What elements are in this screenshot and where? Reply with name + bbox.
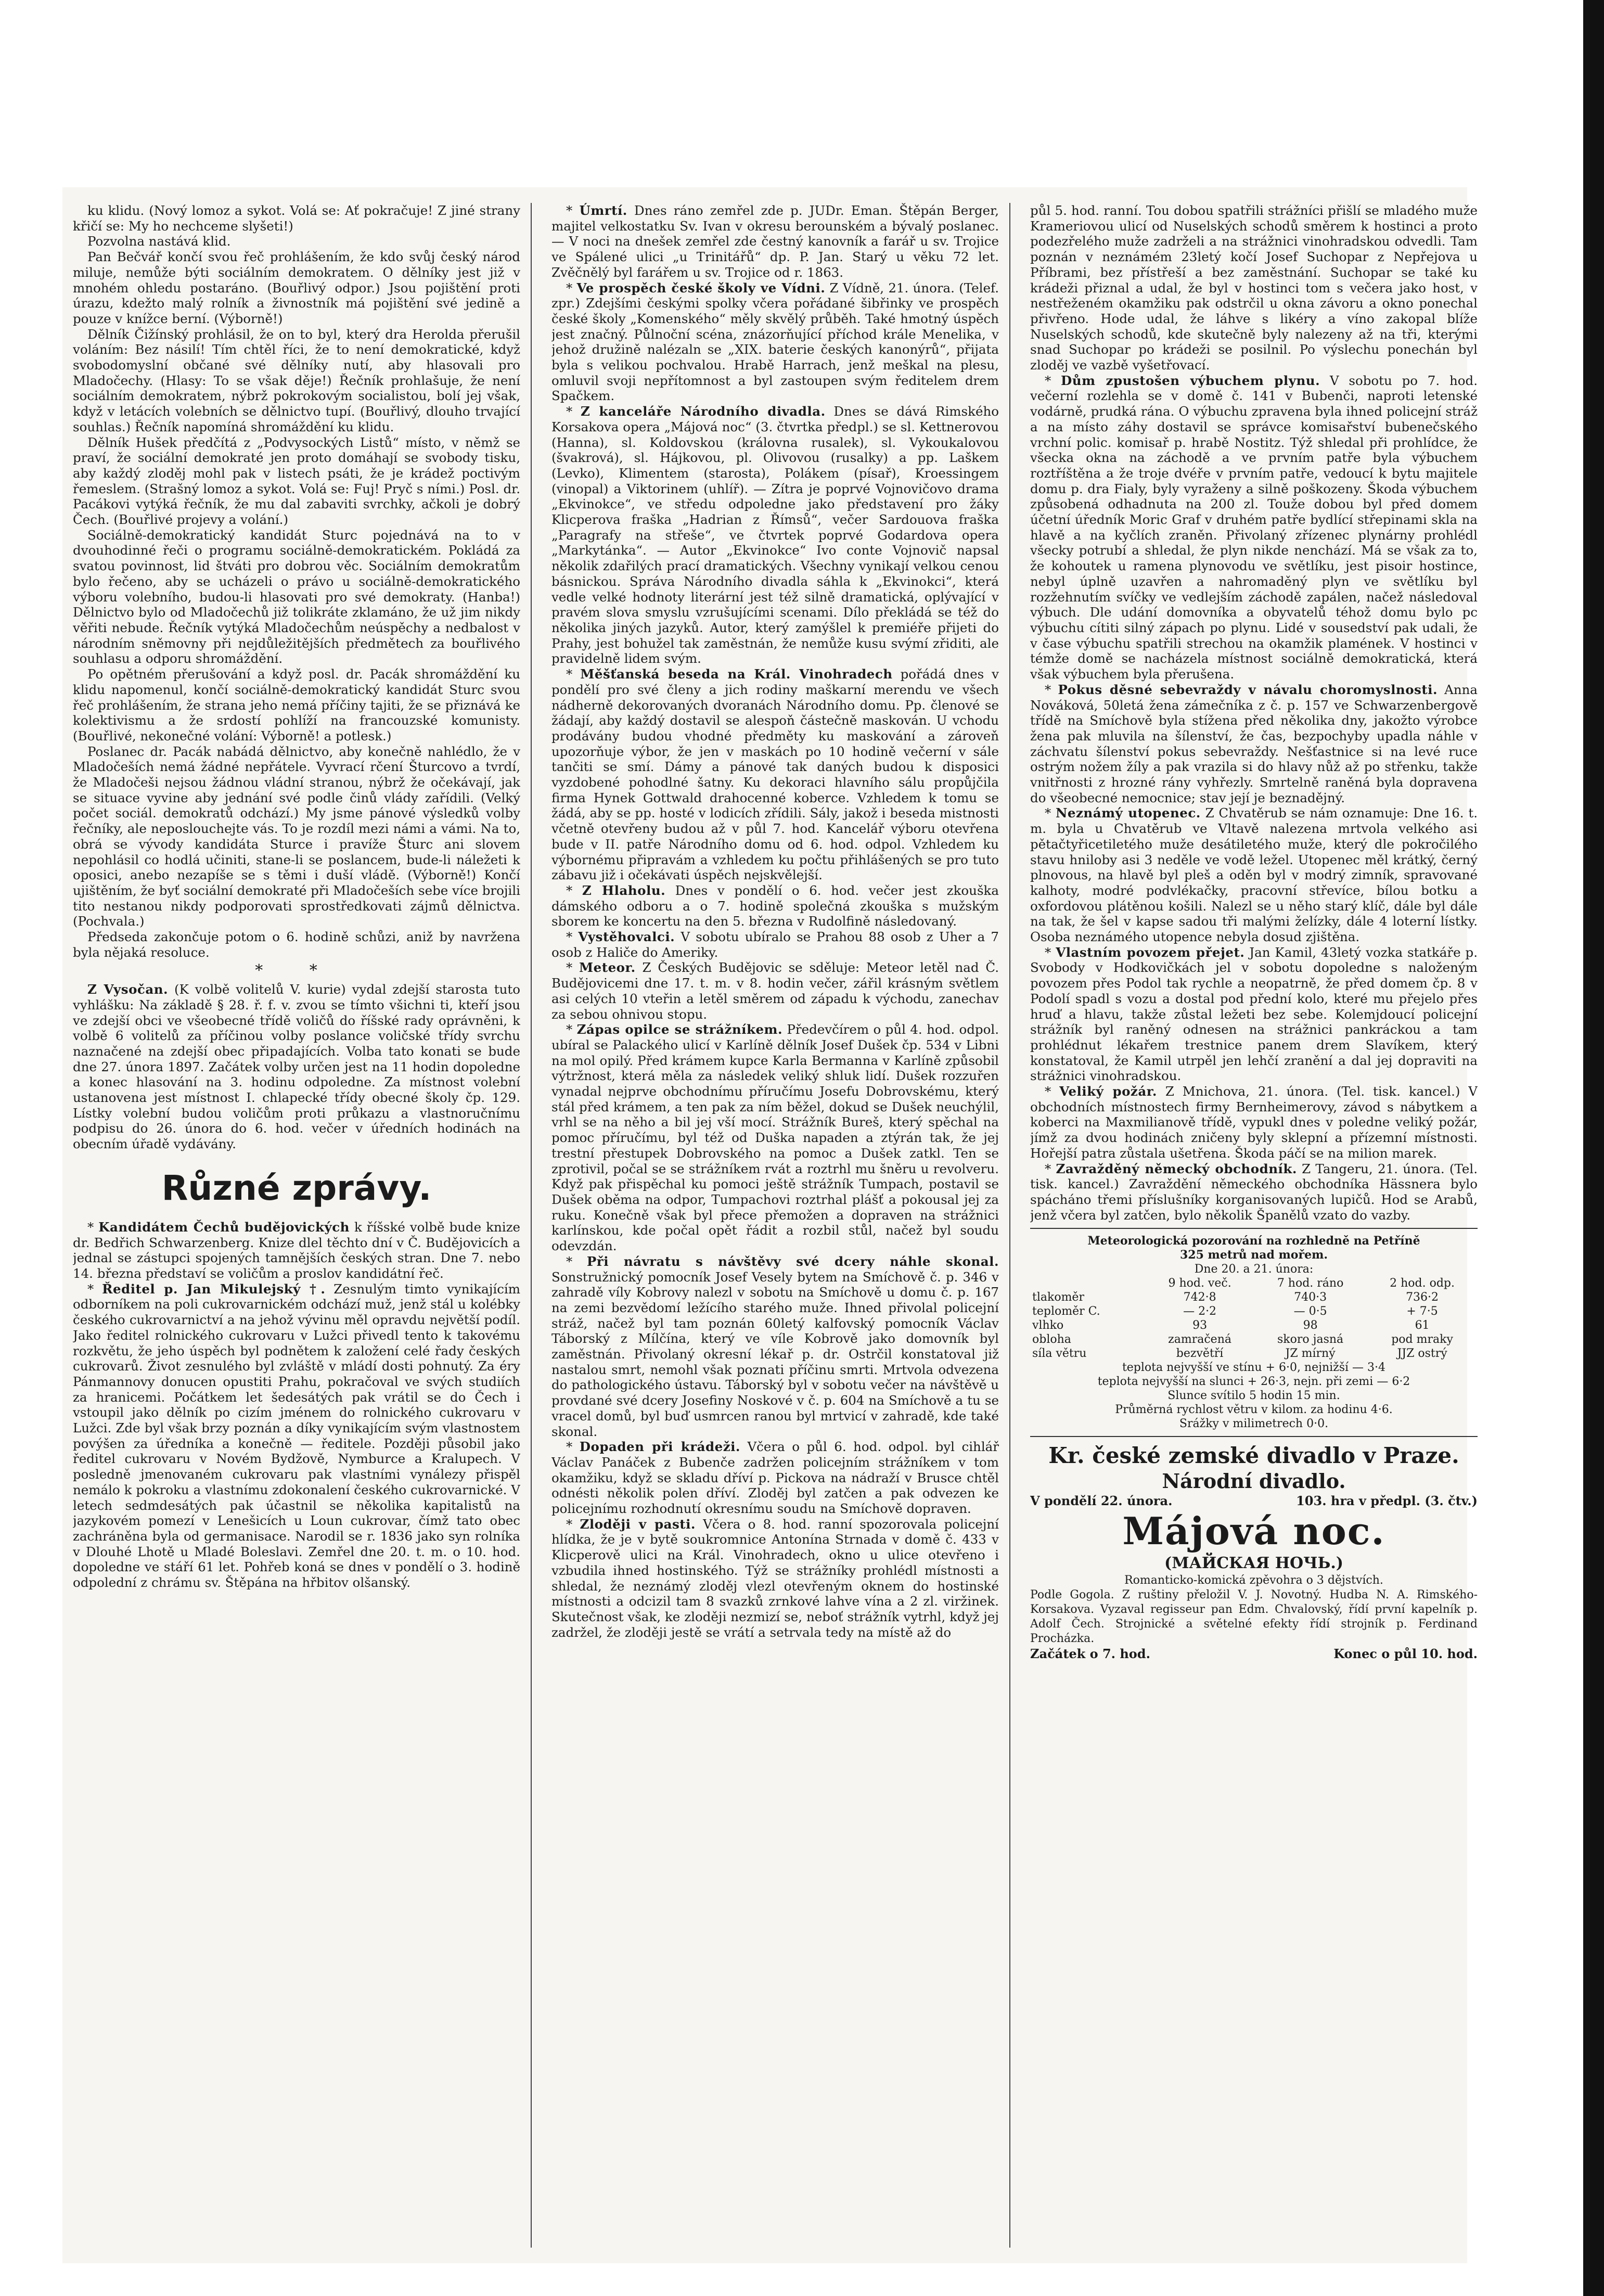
meteo-dates: Dne 20. a 21. února:	[1194, 1263, 1314, 1276]
paragraph: ku klidu. (Nový lomoz a sykot. Volá se: Ať pokračuje! Z jiné strany křičí se: My ho nechceme slyšeti!)	[73, 203, 520, 234]
news-item: * Z Hlaholu. Dnes v pondělí o 6. hod. večer jest zkouška dámského odboru a o 7. hodině společná zkouška s mužským sborem ke koncertu na den 5. března v Rudolfině následovaný.	[551, 882, 999, 929]
news-item: * Zápas opilce se strážníkem. Předevčírem o půl 4. hod. odpol. ubíral se Palackého ulicí v Karlíně dělník Josef Dušek čp. 534 v Libni na mol opilý. Před krámem kupce Karla Bermanna v Karlíně způsobil výtržnost, která měla za následek veliký shluk lidí. Dušek rozzuřen vynadal nejprve obchodnímu příručímu Josefu Dobrovskému, který stál před krámem, a ten pak za ním běžel, dokud se Dušek neuchýlil, vrhl se na něho a bil jej vší mocí. Strážník Bureš, který spěchal na pomoc příručímu, byl též od Duška napaden a ztýrán tak, že jej trestní přestupek Dobrovského na pomoc a Dušek zatkl. Ten se zprotivil, počal se se strážníkem rvát a roztrhl mu šněru u revolveru. Když pak přispěchal ku pomoci ještě strážník Tumpach, postavil se Dušek oběma na odpor, Tumpachovi roztrhal plášť a pokousal jej za ruku. Konečně však byl přece přemožen a dopraven na strážnici karlínskou, kde počal opět řádit a rozbil stůl, načež byl soudu odevzdán.	[551, 1022, 999, 1254]
news-item-text: Anna Nováková, 50letá žena zámečníka z č. p. 157 ve Schwarzenbergově třídě na Smíchově byla stížena před několika dny, jakožto výrobce žena pak mluvila na šílenství, že čas, bezpochyby upadla náhle v záchvatu šílenství pokus sebevraždy. Nešťastnice si na levé ruce ostrým nožem žíly a pak vrazila si do hlavy nůž až po střenku, takže vnitřnosti z hrozné rány vyhřezly. Smrtelně raněná byla dopravena do všeobecné nemocnice; stav její je beznadějný.	[1030, 682, 1478, 805]
meteo-note: Srážky v milimetrech 0·0.	[1179, 1417, 1329, 1431]
play-title: Májová noc.	[1122, 1509, 1385, 1554]
news-item-heading: Vystěhovalci.	[578, 929, 675, 945]
news-item-text: Zesnulým timto vynikajícím odborníkem na poli cukrovarnickém odchází muž, jenž stál u kolébky českého cukrovarnictví a na jehož vývinu měl opravdu největší podíl. Jako ředitel rolnického cukrovaru v Lužci přivedl tento k takovému rozkvětu, že jeho úspěch byl podnětem k založení celé řady českých cukrovarů. Život zesnulého byl zvláště v mládí dosti pohnutý. Za éry Pánmannovy donucen opustiti Prahu, pokračoval ve svých studiích za hranicemi. Počátkem let šedesátých pak vrátil se do Čech i vstoupil jako dělník po cizím jménem do rolnického cukrovaru v Lužci. Zde byl však brzy poznán a díky vynikajícím svým vlastnostem povýšen za úředníka a konečně — ředitele. Později působil jako ředitel cukrovaru v Novém Bydžově, Nymburce a Kralupech. V posledně jmenovaném cukrovaru pak vlastními vynálezy přispěl nemálo k pokroku a vlastnímu zdokonalení českého cukrovarnické. V letech sedmdesátých pak účastnil se několika kapitalistů na jazykovém pomezí v Lenešicích u Loun cukrovar, čímž tato obec zachráněna byla od germanisace. Narodil se r. 1836 jako syn rolníka v Dlouhé Lhotě u Mladé Boleslavi. Zemřel dne 20. t. m. o 10. hod. dopoledne ve stáří 61 let. Pohřeb koná se dnes v pondělí o 3. hodině odpolední z chrámu sv. Štěpána na hřbitov olšanský.	[73, 1281, 520, 1590]
meteo-value: 98	[1303, 1319, 1318, 1332]
news-item: * Při návratu s návštěvy své dcery náhle skonal. Sonstružnický pomocník Josef Vesely bytem na Smíchově č. p. 346 v zahradě víly Kobrovy nalezl v sobotu na Smíchově u domu č. p. 167 na zemi bezvědomí ležícího starého muže. Ihned přivolal policejní stráž, načež byl tam poznán 60letý kalfovský pomocník Václav Táborský z Mílčína, který ve víle Kobrově jako domovník byl zaměstnán. Přivolaný okresní lékař p. dr. Ostrčil konstatoval již nastalou smrt, nemohl však poznati příčinu smrti. Mrtvola odvezena do pathologického ústavu. Táborský byl v sobotu večer na návštěvě u provdané své dcery Josefiny Noskové v č. p. 604 na Smíchově a tu se vracel domů, byl buď usmrcen ranou byl mrtvicí v zahradě, kde také skonal.	[551, 1253, 999, 1439]
paragraph: Pan Bečvář končí svou řeč prohlášením, že kdo svůj český národ miluje, nemůže býti sociálním demokratem. O dělníky jest již v mnohém ohledu postaráno. (Bouřlivý odpor.) Jsou pojištění proti úrazu, kdežto malý rolník a živnostník má pojištění své jedině a pouze v knížce berní. (Výborně!)	[73, 249, 520, 326]
theatre-subscription: 103. hra v předpl. (3. čtv.)	[1296, 1493, 1478, 1509]
news-item-text: Včera o půl 6. hod. odpol. byl cihlář Václav Panáček z Bubenče zadržen policejním strážníkem v tom okamžiku, když se skladu dříví p. Pickova na nádraží v Brusce chtěl odnésti několik polen dříví. Zloděj byl zatčen a pak odvezen ke policejnímu rozhodnutí okresnímu soudu na Smíchově dopraven.	[551, 1439, 999, 1517]
news-item-heading: Zloději v pasti.	[580, 1516, 696, 1532]
paragraph: Dělník Čižínský prohlásil, že on to byl, který dra Herolda přerušil voláním: Bez násilí! Tím chtěl říci, že to není demokratické, když svobodomyslní občané své dělníky nutí, aby hlasovali pro Mladočechy. (Hlasy: To se však děje!) Řečník prohlašuje, že není sociálním demokratem, nýbrž pokrokovým socialistou, bolí jej však, když v letácích volebních se dělnictvo tupí. (Bouřlivý, dlouho trvající souhlas.) Řečník napomíná shromáždění ku klidu.	[73, 326, 520, 434]
play-credits: Podle Gogola. Z ruštiny přeložil V. J. Novotný. Hudba N. A. Rimského-Korsakova. Vyzaval regisseur pan Edm. Chvalovský, řídí první kapelník p. Adolf Čech. Strojnické a světelné efekty řídí strojník p. Ferdinand Procházka.	[1030, 1588, 1478, 1646]
news-item: * Vystěhovalci. V sobotu ubíralo se Prahou 88 osob z Uher a 7 osob z Haliče do Ameriky.	[551, 929, 999, 960]
column-left	[73, 203, 520, 2248]
news-item-heading: Při návratu s návštěvy své dcery náhle skonal.	[586, 1253, 999, 1269]
theatre-subname: Národní divadlo.	[1162, 1469, 1346, 1493]
meteo-note: Slunce svítilo 5 hodin 15 min.	[1167, 1389, 1340, 1403]
section-heading: Různé zprávy.	[161, 1168, 432, 1208]
news-item-text: Dnes ráno zemřel zde p. JUDr. Eman. Štěpán Berger, majitel velkostatku Sv. Ivan v okresu berounském a bývalý poslanec. — V noci na dnešek zemřel zde čestný kanovník a farář u sv. Trojice ve Spálené ulici „u Trinitářů“ dp. P. Jan. Starý u věku 72 let. Zvěčnělý byl farářem u sv. Trojice od r. 1863.	[551, 203, 999, 280]
news-item-heading: Dopaden při krádeži.	[579, 1439, 740, 1455]
news-item-heading: Vlastním povozem přejet.	[1056, 944, 1245, 960]
news-item: * Úmrtí. Dnes ráno zemřel zde p. JUDr. Eman. Štěpán Berger, majitel velkostatku Sv. Ivan v okresu berounském a bývalý poslanec. — V noci na dnešek zemřel zde čestný kanovník a farář u sv. Trojice ve Spálené ulici „u Trinitářů“ dp. P. Jan. Starý u věku 72 let. Zvěčnělý byl farářem u sv. Trojice od r. 1863.	[551, 203, 999, 280]
section-stars: * *	[255, 961, 338, 980]
news-item: * Kandidátem Čechů budějovických k říšské volbě bude knize dr. Bedřich Schwarzenberg. Knize dlel těchto dní v Č. Budějovicích a jednal se zástupci spojených tamnějších českých stran. Dne 7. nebo 14. března představí se voličům a proslov kandidátní řeč.	[73, 1219, 520, 1281]
news-item-text: (K volbě volitelů V. kurie) vydal zdejší starosta tuto vyhlášku: Na základě § 28. ř. f. v. zvou se tímto všichni ti, kteří jsou ve zdejší obci ve všeobecné třídě voličů do říšské rady oprávněni, k volbě 6 volitelů za příčinou volby poslance voličské třídy svrchu naznačené na zdejší obec připadajících. Volba tato konati se bude dne 27. února 1897. Začátek volby určen jest na 11 hodin dopoledne a konec hlasování na 3. hodinu odpoledne. Za místnost volební ustanovena jest místnost I. chlapecké třídy obecné školy čp. 129. Lístky volební budou voličům proti průkazu a vlastnoručnímu podpisu do 26. února do 6. hod. večer v úředních hodinách na obecním úřadě vydávány.	[73, 982, 520, 1152]
news-item-heading: Zavražděný německý obchodník.	[1056, 1161, 1297, 1176]
meteo-value: skoro jasná	[1277, 1333, 1344, 1346]
theatre-name: Kr. české zemské divadlo v Praze.	[1048, 1443, 1459, 1469]
news-item-text: půl 5. hod. ranní. Tou dobou spatřili strážníci přišlí se mladého muže Krameriovou ulicí od Nuselských schodů směrem k hostinci a proto podezřelého muže zadrželi a na strážnici vinohradskou odvedli. Tam poznán v neznámém 23letý kočí Josef Suchopar z Nepřejova u Příbrami, bez přístřeší a bez zaměstnání. Suchopar se také ku krádeži přiznal a udal, že byl v hostinci tom s večera jako host, v nestřeženém okamžiku pak odstrčil u okna závoru a okno ponechal přivřeno. Hode udal, že láhve s likéry a víno zakopal blíže Nuselských schodů, kde skutečně byly nalezeny až na tři, kterými snad Suchopar po krádeži se posilnil. Po výslechu ponechán byl zloděj ve vazbě vyšetřovací.	[1030, 203, 1478, 373]
column-middle	[551, 203, 999, 2248]
news-item: * Meteor. Z Českých Budějovic se sděluje: Meteor letěl nad Č. Budějovicemi dne 17. t. m. v 8. hodin večer, zářil krásným světlem asi celých 10 vteřin a letěl směrem od západu k východu, zanechav za sebou ohnivou stopu.	[551, 960, 999, 1022]
meteo-value: + 7·5	[1406, 1305, 1438, 1318]
newspaper-page	[62, 187, 1478, 2263]
news-item: * Dopaden při krádeži. Včera o půl 6. hod. odpol. byl cihlář Václav Panáček z Bubenče zadržen policejním strážníkem v tom okamžiku, když se skladu dříví p. Pickova na nádraží v Brusce chtěl odnésti několik polen dříví. Zloděj byl zatčen a pak odvezen ke policejnímu rozhodnutí okresnímu soudu na Smíchově dopraven.	[551, 1439, 999, 1517]
news-item-text: V sobotu po 7. hod. večerní rozlehla se v domě č. 141 v Bubenči, naproti letenské vodárně, prudká rána. O výbuchu zpravena byla ihned policejní stráž a na místo záhy dostavil se správce komisařství bubenečského vrchní polic. komisař p. hrabě Nostitz. Týž shledal při prohlídce, že všecka okna na záchodě a ve prvním patře byla výbuchem roztříštěna a že troje dvéře v prvním patře, vedoucí k bytu majitele domu p. dra Fialy, byly vyraženy a silně poškozeny. Škoda výbuchem způsobená odhadnuta na 200 zl. Touže dobou byl před domem účetní úředník Moric Graf v druhém patře bydlící střepinami skla na hlavě a na kyčlích zraněn. Přivolaný zřízenec plynárny prohlédl všecky potrubí a shledal, že plyn nikde nenchází. Má se však za to, že kohoutek u ramena plynovodu ve světlíku, jest pisoir hostince, nebyl úplně uzavřen a nahromaděný plyn ve světlíku byl rozžehnutím svíčky ve vedlejším záchodě zapálen, načež následoval výbuch. Dle udání domovníka a obyvatelů téhož domu bylo pc výbuchu cítiti silný zápach po plynu. Lidé v sousedství pak udali, že v čase výbuchu spatřili strechou na okamžik plamének. V hostinci v témže domě se nacházela místnost sociálně demokratická, která však výbuchem byla přerušena.	[1030, 373, 1478, 682]
paragraph: Sociálně-demokratický kandidát Sturc pojednává na to v dvouhodinné řeči o programu sociálně-demokratickém. Pokládá za svatou povinnost, lid štváti pro dobrou věc. Sociálním demokratům bylo řečeno, aby se ucházeli o právo u sociálně-demokratického výboru volebního, budou-li hlasovati pro své demokraty. (Hanba!) Dělnictvo bylo od Mladočechů již tolikráte zklamáno, že už jim nikdy věřiti nebude. Řečník vytýká Mladočechům neúspěchy a nedbalost v národním sněmovny při nejdůležitějších předmětech za bouřlivého souhlasu a odporu shromáždění.	[73, 527, 520, 666]
paragraph: Poslanec dr. Pacák nabádá dělnictvo, aby konečně nahlédlo, že v Mladočeších nemá žádné nepřátele. Vyvrací rčení Šturcovo a tvrdí, že Mladočeši nejsou žádnou vládní stranou, nýbrž že očekávají, jak se situace vyvine aby jednání své podle činů vlády zařídili. (Velký počet sociál. demokratů odchází.) My jsme pánové výsledků volby řečníky, ale neposlouchejte vás. To je rozdíl mezi námi a vámi. Na to, obrá se vývody kandidáta Sturce i pravíže Šturc ani slovem nepohlásil co hodlá učiniti, stane-li se poslancem, bude-li náležeti k oposici, anebo nezapíše se s těmi i duší vládě. (Výborně!) Končí ujištěním, že byť sociální demokraté při Mladočeších sebe více brojili tito nestanou nikdy podporovati sprostředkovati zájmů dělnictva. (Pochvala.)	[73, 743, 520, 929]
meteo-row-label: teploměr C.	[1032, 1305, 1100, 1318]
news-item-text: Z Českých Budějovic se sděluje: Meteor letěl nad Č. Budějovicemi dne 17. t. m. v 8. hodin večer, zářil krásným světlem asi celých 10 vteřin a letěl směrem od západu k východu, zanechav za sebou ohnivou stopu.	[551, 960, 999, 1022]
news-item-heading: Neznámý utopenec.	[1056, 805, 1201, 821]
theatre-date: V pondělí 22. února.	[1030, 1493, 1173, 1509]
paragraph: Pozvolna nastává klid.	[87, 234, 231, 249]
theatre-announcement	[1030, 1442, 1478, 1661]
news-item: * Neznámý utopenec. Z Chvatěrub se nám oznamuje: Dne 16. t. m. byla u Chvatěrub ve Vltavě nalezena mrtvola velkého asi pětačtyřicetiletého muže desátiletého muže, který dle pokročilého stavu hniloby asi 3 neděle ve vodě ležel. Utopenec měl krátký, černý plnovous, na hlavě byl pleš a oděn byl v modrý zimník, spravované kalhoty, modré podvlékačky, pracovní střevíce, bílou botku a oxfordovou plátěnou košili. Nalezl se u něho starý klíč, dále byl dále na tak, že šel v kapse sadou tři malými želízky, dále 4 loterní lístky. Osoba neznámého utopence nebyla dosud zjištěna.	[1030, 805, 1478, 945]
paragraph: Předseda zakončuje potom o 6. hodině schůzi, aniž by navržena byla nějaká resoluce.	[73, 929, 520, 960]
news-item-text: k říšské volbě bude knize dr. Bedřich Schwarzenberg. Knize dlel těchto dní v Č. Budějovicích a jednal se zástupci spojených tamnějších českých stran. Dne 7. nebo 14. března představí se voličům a proslov kandidátní řeč.	[73, 1219, 520, 1281]
column-divider	[531, 203, 532, 2248]
meteo-title: Meteorologická pozorování na rozhledně na Petříně	[1087, 1234, 1420, 1248]
news-item: * Z kanceláře Národního divadla. Dnes se dává Rimského Korsakova opera „Májová noc“ (3. čtvrtka předpl.) se sl. Kettnerovou (Hanna), sl. Koldovskou (královna rusalek), sl. Vykoukalovou (švakrová), sl. Hájkovou, pl. Olivovou (rusalky) a pp. Laškem (Levko), Klimentem (starosta), Polákem (písař), Kroessingem (vinopal) a Viktorinem (uhlíř). — Zítra je poprvé Vojnovičovo drama „Ekvinokce“, ve středu odpoledne jako představení pro žáky Klicperova fraška „Hadrian z Římsů“, večer Sardouova fraška „Paragrafy na střeše“, ve čtvrtek poprvé Godardova opera „Markytánka“. — Autor „Ekvinokce“ Ivo conte Vojnovič napsal několik zdařilých prací dramatických. Všechny vynikají velkou cenou básnickou. Správa Národního divadla sáhla k „Ekvinokci“, která vedle velké hodnoty literární jest též silně dramatická, oplývající v pravém slova smyslu vzrušujícími scenami. Dílo překládá se též do několika jiných jazyků. Autor, který zamýšlel k premiéře přijeti do Prahy, jest bohužel tak zaměstnán, že nemůže kusu svýmí zřiditi, ale pravidelně lidem svým.	[551, 404, 999, 666]
news-item	[1030, 203, 1478, 373]
play-start: Začátek o 7. hod.	[1030, 1646, 1150, 1662]
news-item-text: Z Mnichova, 21. února. (Tel. tisk. kancel.) V obchodních místnostech firmy Bernheimerovy, závod s nábytkem a koberci na Maxmilianově třídě, vypukl dnes v poledne veliký požár, jímž za dvou hodinách zničeny byly sklepní a přízemní místnosti. Hořejší patra zůstala ušetřena. Škoda páčí se na milion marek.	[1030, 1084, 1478, 1161]
meteo-subtitle: 325 metrů nad mořem.	[1179, 1248, 1328, 1262]
meteo-value: 736·2	[1406, 1291, 1439, 1304]
news-item-vysocany	[73, 982, 520, 1152]
news-item-text: Předevčírem o půl 4. hod. odpol. ubíral se Palackého ulicí v Karlíně dělník Josef Dušek čp. 534 v Libni na mol opilý. Před krámem kupce Karla Bermanna v Karlíně způsobil výtržnost, která měla za následek veliký shluk lidí. Dušek rozzuřen vynadal nejprve obchodnímu příručímu Josefu Dobrovskému, který stál před krámem, a ten pak za ním běžel, dokud se Dušek neuchýlil, vrhl se na něho a bil jej vší mocí. Strážník Bureš, který spěchal na pomoc příručímu, byl též od Duška napaden a ztýrán tak, že jej trestní přestupek Dobrovského na pomoc a Dušek zatkl. Ten se zprotivil, počal se se strážníkem rvát a roztrhl mu šněru u revolveru. Když pak přispěchal ku pomoci ještě strážník Tumpach, postavil se Dušek oběma na odpor, Tumpachovi roztrhal plášť a pokousal jej za ruku. Konečně však byl přece přemožen a dopraven na strážnici karlínskou, kde počal opět řádit a rozbil stůl, načež byl soudu odevzdán.	[551, 1022, 999, 1254]
news-item-heading: Z Hlaholu.	[582, 882, 666, 898]
meteo-header-row	[1030, 1276, 1478, 1290]
news-item-text: Dnes v pondělí o 6. hod. večer jest zkouška dámského odboru a o 7. hodině společná zkouška s mužským sborem ke koncertu na den 5. března v Rudolfině následovaný.	[551, 882, 999, 929]
news-item-text: Z Chvatěrub se nám oznamuje: Dne 16. t. m. byla u Chvatěrub ve Vltavě nalezena mrtvola velkého asi pětačtyřicetiletého muže desátiletého muže, který dle pokročilého stavu hniloby asi 3 neděle ve vodě ležel. Utopenec měl krátký, černý plnovous, na hlavě byl pleš a oděn byl v modrý zimník, spravované kalhoty, modré podvlékačky, pracovní střevíce, bílou botku a oxfordovou plátěnou košili. Nalezl se u něho starý klíč, dále byl dále na tak, že šel v kapse sadou tři malými želízky, dále 4 loterní lístky. Osoba neznámého utopence nebyla dosud zjištěna.	[1030, 805, 1478, 945]
news-item: * Vlastním povozem přejet. Jan Kamil, 43letý vozka statkáře p. Svobody v Hodkovičkách jel v sobotu dopoledne s naloženým povozem přes Podol tak rychle a neopatrně, že před domem čp. 8 v Podolí spadl s vozu a dostal pod přední kolo, které mu přejelo přes hruď a hlavu, takže zůstal ležeti bez sebe. Kolemjdoucí policejní strážník byl raněný odnesen na strážnici pankráckou a tam prohlédnut lékařem trestnice panem drem Slavíkem, který konstatoval, že Kamil utrpěl jen lehčí zranění a dal jej dopraviti na strážnici vinohradskou.	[1030, 944, 1478, 1084]
news-item-text: Z Tangeru, 21. února. (Tel. tisk. kancel.) Zavraždění německého obchodníka Hässnera bylo spácháno třemi příslušníky korganisovaných lupičů. Hod se Arabů, jenž včera byl zatčen, bylo několik Španělů vzato do vazby.	[1030, 1161, 1478, 1223]
meteo-value: — 0·5	[1293, 1305, 1327, 1318]
news-item-text: Jan Kamil, 43letý vozka statkáře p. Svobody v Hodkovičkách jel v sobotu dopoledne s naloženým povozem přes Podol tak rychle a neopatrně, že před domem čp. 8 v Podolí spadl s vozu a dostal pod přední kolo, které mu přejelo přes hruď a hlavu, takže zůstal ležeti bez sebe. Kolemjdoucí policejní strážník byl raněný odnesen na strážnici pankráckou a tam prohlédnut lékařem trestnice panem drem Slavíkem, který konstatoval, že Kamil utrpěl jen lehčí zranění a dal jej dopraviti na strážnici vinohradskou.	[1030, 944, 1478, 1084]
meteo-value: JJZ ostrý	[1397, 1347, 1447, 1361]
news-item-heading: Měšťanská beseda na Král. Vinohradech	[580, 666, 893, 682]
scan-edge	[1583, 0, 1604, 2296]
meteorological-report	[1030, 1234, 1478, 1431]
meteo-col-header: 9 hod. več.	[1168, 1277, 1231, 1290]
play-times	[1030, 1646, 1478, 1662]
meteo-value: 742·8	[1183, 1291, 1216, 1304]
news-item-heading: Z kanceláře Národního divadla.	[581, 404, 826, 419]
news-item: * Dům zpustošen výbuchem plynu. V sobotu po 7. hod. večerní rozlehla se v domě č. 141 v Bubenči, naproti letenské vodárně, prudká rána. O výbuchu zpravena byla ihned policejní stráž a na místo záhy dostavil se správce komisařství bubenečského vrchní polic. komisař p. hrabě Nostitz. Týž shledal při prohlídce, že všecka okna na záchodě a ve prvním patře byla výbuchem roztříštěna a že troje dvéře v prvním patře, vedoucí k bytu majitele domu p. dra Fialy, byly vyraženy a silně poškozeny. Škoda výbuchem způsobená odhadnuta na 200 zl. Touže dobou byl před domem účetní úředník Moric Graf v druhém patře bydlící střepinami skla na hlavě a na kyčlích zraněn. Přivolaný zřízenec plynárny prohlédl všecky potrubí a shledal, že plyn nikde nenchází. Má se však za to, že kohoutek u ramena plynovodu ve světlíku, jest pisoir hostince, nebyl úplně uzavřen a nahromaděný plyn ve světlíku byl rozžehnutím svíčky ve vedlejším záchodě zapálen, načež následoval výbuch. Dle udání domovníka a obyvatelů téhož domu bylo pc výbuchu cítiti silný zápach po plynu. Lidé v sousedství pak udali, že v čase výbuchu spatřili strechou na okamžik plamének. V hostinci v témže domě se nacházela místnost sociálně demokratická, která však výbuchem byla přerušena.	[1030, 373, 1478, 682]
news-item-text: Z Vídně, 21. února. (Telef. zpr.) Zdejšími českými spolky včera pořádané šibřinky ve prospěch české školy „Komenského“ měly skvělý průběh. Také hmotný úspěch jest značný. Půlnoční scéna, znázorňující příchod krále Menelika, v jehož družině nalézaln se „XIX. baterie českých kanonýrů“, přijata byla s velikou pochvalou. Hrabě Harrach, jenž meškal na plesu, omluvil svoji nepřítomnost a byl zastoupen svým ředitelem drem Spačkem.	[551, 280, 999, 404]
theatre-date-row	[1030, 1493, 1478, 1509]
meteo-row	[1030, 1304, 1478, 1318]
meteo-value: 61	[1415, 1319, 1430, 1332]
meteo-row-label: vlhko	[1032, 1319, 1064, 1332]
news-item-heading: Veliký požár.	[1059, 1084, 1157, 1099]
news-item: * Ředitel p. Jan Mikulejský †. Zesnulým timto vynikajícím odborníkem na poli cukrovarnickém odchází muž, jenž stál u kolébky českého cukrovarnictví a na jehož vývinu měl opravdu největší podíl. Jako ředitel rolnického cukrovaru v Lužci přivedl tento k takovému rozkvětu, že jeho úspěch byl podnětem k založení celé řady českých cukrovarů. Život zesnulého byl zvláště v mládí dosti pohnutý. Za éry Pánmannovy donucen opustiti Prahu, pokračoval ve svých studiích za hranicemi. Počátkem let šedesátých pak vrátil se do Čech i vstoupil jako dělník po cizím jménem do rolnického cukrovaru v Lužci. Zde byl však brzy poznán a díky vynikajícím svým vlastnostem povýšen za úředníka a konečně — ředitele. Později působil jako ředitel cukrovaru v Novém Bydžově, Nymburce a Kralupech. V posledně jmenovaném cukrovaru pak vlastními vynálezy přispěl nemálo k pokroku a vlastnímu zdokonalení českého cukrovarnické. V letech sedmdesátých pak účastnil se několika kapitalistů na jazykovém pomezí v Lenešicích u Loun cukrovar, čímž tato obec zachráněna byla od germanisace. Narodil se r. 1836 jako syn rolníka v Dlouhé Lhotě u Mladé Boleslavi. Zemřel dne 20. t. m. o 10. hod. dopoledne ve stáří 61 let. Pohřeb koná se dnes v pondělí o 3. hodině odpolední z chrámu sv. Štěpána na hřbitov olšanský.	[73, 1281, 520, 1590]
news-item: * Ve prospěch české školy ve Vídni. Z Vídně, 21. února. (Telef. zpr.) Zdejšími českými spolky včera pořádané šibřinky ve prospěch české školy „Komenského“ měly skvělý průběh. Také hmotný úspěch jest značný. Půlnoční scéna, znázorňující příchod krále Menelika, v jehož družině nalézaln se „XIX. baterie českých kanonýrů“, přijata byla s velikou pochvalou. Hrabě Harrach, jenž meškal na plesu, omluvil svoji nepřítomnost a byl zastoupen svým ředitelem drem Spačkem.	[551, 280, 999, 404]
play-title-russian: (МАЙСКАЯ НОЧЬ.)	[1164, 1554, 1343, 1573]
meteo-value: 740·3	[1294, 1291, 1327, 1304]
news-item-heading: Zápas opilce se strážníkem.	[576, 1022, 783, 1037]
news-item-text: Sonstružnický pomocník Josef Vesely bytem na Smíchově č. p. 346 v zahradě víly Kobrovy nalezl v sobotu na Smíchově u domu č. p. 167 na zemi bezvědomí ležícího starého muže. Ihned přivolal policejní stráž, načež byl tam poznán 60letý kalfovský pomocník Václav Táborský z Mílčína, který ve víle Kobrově jako domovník byl zaměstnán. Přivolaný okresní lékař p. dr. Ostrčil konstatoval již nastalou smrt, nemohl však poznati příčinu smrti. Mrtvola odvezena do pathologického ústavu. Táborský byl v sobotu večer na návštěvě u provdané své dcery Josefiny Noskové v č. p. 604 na Smíchově a tu se vracel domů, byl buď usmrcen ranou byl mrtvicí v zahradě, kde také skonal.	[551, 1269, 999, 1439]
meteo-note: teplota nejvyšší na slunci + 26·3, nejn. při zemi — 6·2	[1097, 1375, 1410, 1389]
meteo-row-label: tlakoměr	[1032, 1291, 1084, 1304]
meteo-value: bezvětří	[1176, 1347, 1224, 1361]
paragraph: Po opětném přerušování a když posl. dr. Pacák shromáždění ku klidu napomenul, končí sociálně-demokratický kandidát Sturc svou řeč prohlášením, že strana jeho nemá příčiny tajiti, že se přiznává ke kolektivismu a že srdostí pohlíží na francouzské komunisty. (Bouřlivé, nekonečné volání: Výborně! a potlesk.)	[73, 666, 520, 743]
meteo-value: — 2·2	[1183, 1305, 1217, 1318]
news-item-heading: Meteor.	[579, 960, 636, 976]
meteo-value: JZ mírný	[1285, 1347, 1336, 1361]
column-divider	[1009, 203, 1010, 2248]
meteo-row	[1030, 1346, 1478, 1361]
meteo-row-label: obloha	[1032, 1333, 1071, 1346]
news-item: * Zavražděný německý obchodník. Z Tangeru, 21. února. (Tel. tisk. kancel.) Zavraždění německého obchodníka Hässnera bylo spácháno třemi příslušníky korganisovaných lupičů. Hod se Arabů, jenž včera byl zatčen, bylo několik Španělů vzato do vazby.	[1030, 1161, 1478, 1223]
meteo-table	[1030, 1276, 1478, 1361]
meteo-row	[1030, 1290, 1478, 1304]
play-genre: Romanticko-komická zpěvohra o 3 dějstvích.	[1124, 1574, 1383, 1587]
news-item-heading: Ve prospěch české školy ve Vídni.	[576, 280, 826, 296]
meteo-note: teplota nejvyšší ve stínu + 6·0, nejnižší — 3·4	[1122, 1361, 1386, 1375]
news-item: * Pokus děsné sebevraždy v návalu choromyslnosti. Anna Nováková, 50letá žena zámečníka z č. p. 157 ve Schwarzenbergově třídě na Smíchově byla stížena před několika dny, jakožto výrobce žena pak mluvila na šílenství, že čas, bezpochyby upadla náhle v záchvatu šílenství pokus sebevraždy. Nešťastnice si na levé ruce ostrým nožem žíly a pak vrazila si do hlavy nůž až po střenku, takže vnitřnosti z hrozné rány vyhřezly. Smrtelně raněná byla dopravena do všeobecné nemocnice; stav její je beznadějný.	[1030, 682, 1478, 805]
meteo-col-header: 7 hod. ráno	[1277, 1277, 1344, 1290]
news-item: * Veliký požár. Z Mnichova, 21. února. (Tel. tisk. kancel.) V obchodních místnostech firmy Bernheimerovy, závod s nábytkem a koberci na Maxmilianově třídě, vypukl dnes v poledne veliký požár, jímž za dvou hodinách zničeny byly sklepní a přízemní místnosti. Hořejší patra zůstala ušetřena. Škoda páčí se na milion marek.	[1030, 1084, 1478, 1161]
meteo-row	[1030, 1332, 1478, 1346]
divider	[1030, 1436, 1478, 1437]
news-item: * Zloději v pasti. Včera o 8. hod. ranní spozorovala policejní hlídka, že je v bytě soukromnice Antonína Strnada v domě č. 433 v Klicperově ulici na Král. Vinohradech, okno u ulice otevřeno i vzbudila ihned hostinského. Týž se strážníky prohlédl místnosti a shledal, že neznámý zloděj vlezl otevřeným oknem do hostinské místnosti a odcizil tam 8 svazků zrnkové lahve vína a 2 zl. viržinek. Skutečnost však, ke zloději nezmizí se, neboť strážník vytrhl, když jej zadržel, že zloději jestě se vrátí a setrvala tedy na místě až do	[551, 1516, 999, 1640]
news-item-heading: Úmrtí.	[579, 203, 627, 218]
meteo-value: 93	[1192, 1319, 1208, 1332]
meteo-row-label: síla větru	[1032, 1347, 1087, 1361]
play-end: Konec o půl 10. hod.	[1333, 1646, 1478, 1662]
news-item-text: Dnes se dává Rimského Korsakova opera „Májová noc“ (3. čtvrtka předpl.) se sl. Kettnerovou (Hanna), sl. Koldovskou (královna rusalek), sl. Vykoukalovou (švakrová), sl. Hájkovou, pl. Olivovou (rusalky) a pp. Laškem (Levko), Klimentem (starosta), Polákem (písař), Kroessingem (vinopal) a Viktorinem (uhlíř). — Zítra je poprvé Vojnovičovo drama „Ekvinokce“, ve středu odpoledne jako představení pro žáky Klicperova fraška „Hadrian z Římsů“, večer Sardouova fraška „Paragrafy na střeše“, ve čtvrtek poprvé Godardova opera „Markytánka“. — Autor „Ekvinokce“ Ivo conte Vojnovič napsal několik zdařilých prací dramatických. Všechny vynikají velkou cenou básnickou. Správa Národního divadla sáhla k „Ekvinokci“, která vedle velké hodnoty literární jest též silně dramatická, oplývající v pravém slova smyslu vzrušujícími scenami. Dílo překládá se též do několika jiných jazyků. Autor, který zamýšlel k premiéře přijeti do Prahy, jest bohužel tak zaměstnán, že nemůže kusu svýmí zřiditi, ale pravidelně lidem svým.	[551, 404, 999, 666]
news-item-heading: Kandidátem Čechů budějovických	[98, 1219, 350, 1235]
meteo-note: Průměrná rychlost větru v kilom. za hodinu 4·6.	[1115, 1403, 1393, 1417]
divider	[1030, 1228, 1478, 1229]
meteo-col-header: 2 hod. odp.	[1390, 1277, 1455, 1290]
news-item-heading: Z Vysočan.	[87, 982, 169, 997]
paragraph: Dělník Hušek předčítá z „Podvysockých Listů“ místo, v němž se praví, že sociální demokraté jen proto domáhají se svobody tisku, aby každý zloděj mohl pak v listech psáti, že je krádež poctivým řemeslem. (Strašný lomoz a sykot. Volá se: Fuj! Pryč s ními.) Posl. dr. Pacákovi vytýká řečník, že mu dal zabaviti svrchky, ačkoli je dobrý Čech. (Bouřlivé projevy a volání.)	[73, 434, 520, 528]
news-item-heading: Pokus děsné sebevraždy v návalu choromyslnosti.	[1058, 682, 1438, 697]
news-item-text: Včera o 8. hod. ranní spozorovala policejní hlídka, že je v bytě soukromnice Antonína Strnada v domě č. 433 v Klicperově ulici na Král. Vinohradech, okno u ulice otevřeno i vzbudila ihned hostinského. Týž se strážníky prohlédl místnosti a shledal, že neznámý zloděj vlezl otevřeným oknem do hostinské místnosti a odcizil tam 8 svazků zrnkové lahve vína a 2 zl. viržinek. Skutečnost však, ke zloději nezmizí se, neboť strážník vytrhl, když jej zadržel, že zloději jestě se vrátí a setrvala tedy na místě až do	[551, 1516, 999, 1640]
news-item-text: V sobotu ubíralo se Prahou 88 osob z Uher a 7 osob z Haliče do Ameriky.	[551, 929, 999, 960]
news-item-text: pořádá dnes v pondělí pro své členy a jich rodiny maškarní merendu ve všech nádherně dekorovaných dvoranách Národního domu. Pp. členové se žádají, aby každý dostavil se alespoň částečně maskován. U vchodu prodávány budou vhodné předměty ku maskování a zároveň upozorňuje výbor, že jen v maskách po 10 hodině večerní v sále tančiti se smí. Dámy a pánové tak daných budou k disposici vyzdobené pohodlné šatny. Ku dekoraci hlavního sálu propůjčila firma Hynek Gottwald drahocenné koberce. Vzhledem k tomu se žádá, aby se pp. hosté v lodicích zřídili. Sály, jakož i beseda mistnosti včetně otevřeny budou až v půl 7. hod. Kancelář výboru otevřena bude v II. patře Národního domu od 6. hod. odpol. Vzhledem ku výbornému připravám a vzhledem ku počtu přihlášených se pro tuto zábavu již i očekávati úspěch nejskvělejší.	[551, 666, 999, 883]
meteo-row	[1030, 1318, 1478, 1332]
news-item-heading: Dům zpustošen výbuchem plynu.	[1061, 373, 1320, 388]
meteo-value: zamračená	[1168, 1333, 1231, 1346]
column-right	[1030, 203, 1478, 2248]
news-item-heading: Ředitel p. Jan Mikulejský †.	[102, 1281, 326, 1297]
meteo-value: pod mraky	[1391, 1333, 1453, 1346]
news-item: * Měšťanská beseda na Král. Vinohradech pořádá dnes v pondělí pro své členy a jich rodiny maškarní merendu ve všech nádherně dekorovaných dvoranách Národního domu. Pp. členové se žádají, aby každý dostavil se alespoň částečně maskován. U vchodu prodávány budou vhodné předměty ku maskování a zároveň upozorňuje výbor, že jen v maskách po 10 hodině večerní v sále tančiti se smí. Dámy a pánové tak daných budou k disposici vyzdobené pohodlné šatny. Ku dekoraci hlavního sálu propůjčila firma Hynek Gottwald drahocenné koberce. Vzhledem k tomu se žádá, aby se pp. hosté v lodicích zřídili. Sály, jakož i beseda mistnosti včetně otevřeny budou až v půl 7. hod. Kancelář výboru otevřena bude v II. patře Národního domu od 6. hod. odpol. Vzhledem ku výbornému připravám a vzhledem ku počtu přihlášených se pro tuto zábavu již i očekávati úspěch nejskvělejší.	[551, 666, 999, 883]
